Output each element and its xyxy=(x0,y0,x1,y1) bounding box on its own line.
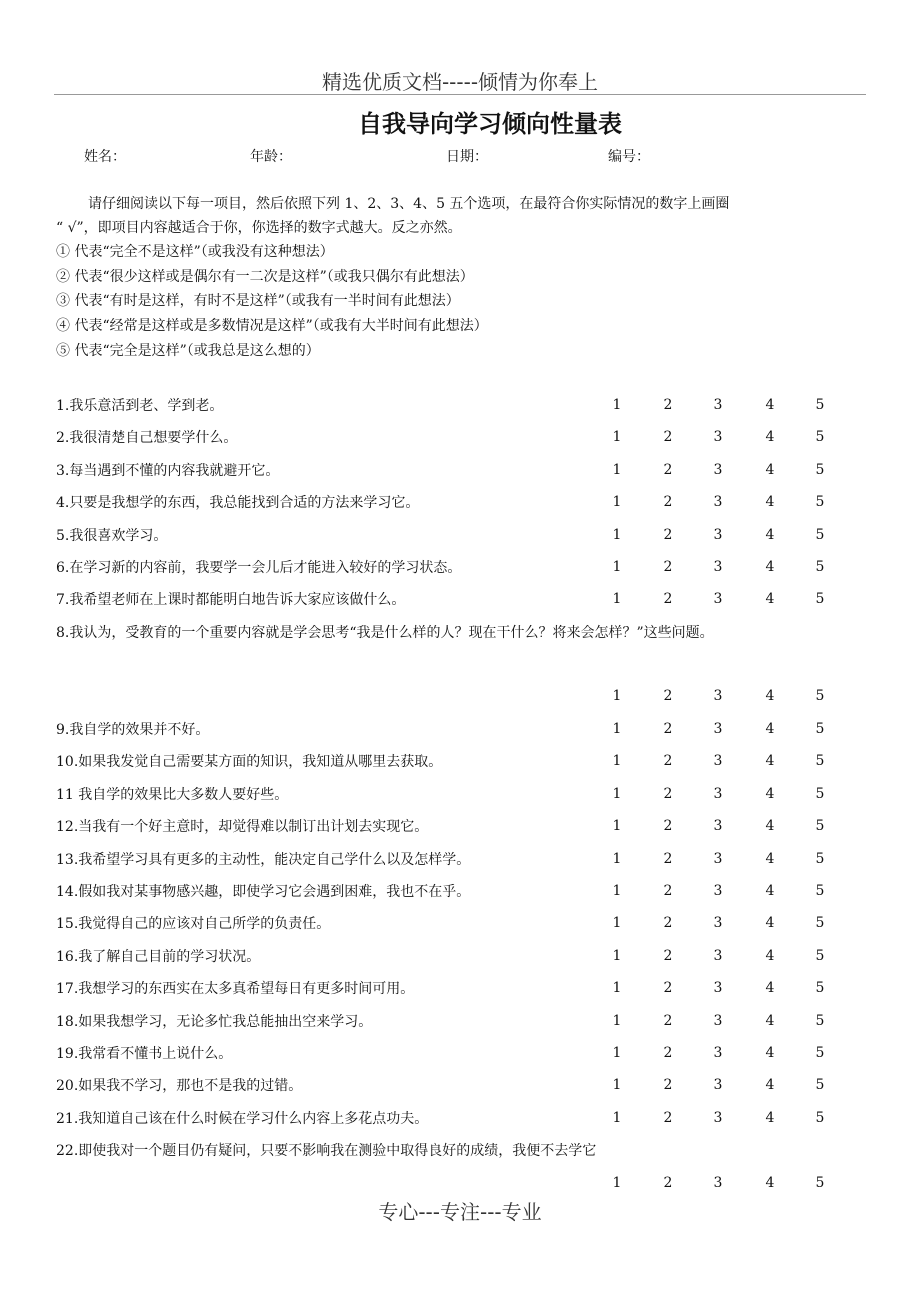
question-text: 1.我乐意活到老、学到老。 xyxy=(56,398,224,414)
rating-option-2[interactable]: 2 xyxy=(663,494,673,511)
rating-option-1[interactable]: 1 xyxy=(612,494,622,511)
rating-option-5[interactable]: 5 xyxy=(815,559,825,575)
rating-option-4[interactable]: 4 xyxy=(765,429,775,446)
question-text: 11 我自学的效果比大多数人要好些。 xyxy=(56,786,289,803)
rating-option-4[interactable]: 4 xyxy=(765,1045,775,1061)
rating-option-2[interactable]: 2 xyxy=(663,591,673,608)
rating-option-2[interactable]: 2 xyxy=(663,688,673,704)
rating-option-5[interactable]: 5 xyxy=(815,980,825,997)
question-item xyxy=(56,1140,876,1164)
rating-option-3[interactable]: 3 xyxy=(713,461,723,478)
question-text: 10.如果我发觉自己需要某方面的知识，我知道从哪里去获取。 xyxy=(56,754,443,771)
question-item xyxy=(56,849,876,873)
rating-option-1[interactable]: 1 xyxy=(612,883,622,899)
rating-option-3[interactable]: 3 xyxy=(713,753,723,770)
rating-option-2[interactable]: 2 xyxy=(663,559,673,575)
rating-option-5[interactable]: 5 xyxy=(815,721,825,737)
rating-option-2[interactable]: 2 xyxy=(663,947,673,964)
rating-option-3[interactable]: 3 xyxy=(713,883,723,899)
rating-option-3[interactable]: 3 xyxy=(713,980,723,997)
option-5: ⑤ 代表“完全是这样”（或我总是这么想的） xyxy=(56,343,320,359)
rating-option-2[interactable]: 2 xyxy=(663,980,673,997)
rating-option-2[interactable]: 2 xyxy=(663,429,673,446)
question-text: 2.我很清楚自己想要学什么。 xyxy=(56,430,238,447)
question-item xyxy=(56,946,876,970)
rating-option-5[interactable]: 5 xyxy=(815,591,825,608)
rating-option-5[interactable]: 5 xyxy=(815,429,825,446)
option-1: ① 代表“完全不是这样”（或我没有这种想法） xyxy=(56,244,334,260)
rating-option-3[interactable]: 3 xyxy=(713,494,723,511)
rating-option-5[interactable]: 5 xyxy=(815,753,825,770)
rating-option-3[interactable]: 3 xyxy=(713,1109,723,1126)
rating-option-5[interactable]: 5 xyxy=(815,1109,825,1126)
rating-option-1[interactable]: 1 xyxy=(612,753,622,770)
rating-option-2[interactable]: 2 xyxy=(663,915,673,932)
question-text: 15.我觉得自己的应该对自己所学的负责任。 xyxy=(56,916,331,933)
instructions-line-1: 请仔细阅读以下每一项目，然后依照下列 1、2、3、4、5 五个选项，在最符合你实际情况的数字上画圈 xyxy=(88,196,730,212)
rating-option-3[interactable]: 3 xyxy=(713,688,723,704)
rating-option-3[interactable]: 3 xyxy=(713,1077,723,1094)
rating-option-2[interactable]: 2 xyxy=(663,1175,673,1191)
rating-option-1[interactable]: 1 xyxy=(612,850,622,867)
rating-option-2[interactable]: 2 xyxy=(663,1012,673,1029)
number-field-label: 编号： xyxy=(608,149,650,165)
rating-option-1[interactable]: 1 xyxy=(612,526,622,543)
question-item xyxy=(56,1075,876,1099)
question-item xyxy=(56,395,876,419)
rating-option-1[interactable]: 1 xyxy=(612,785,622,802)
header-divider xyxy=(54,94,866,95)
question-text: 20.如果我不学习，那也不是我的过错。 xyxy=(56,1078,303,1095)
rating-option-2[interactable]: 2 xyxy=(663,883,673,899)
rating-option-5[interactable]: 5 xyxy=(815,1175,825,1191)
question-text: 12.当我有一个好主意时，却觉得难以制订出计划去实现它。 xyxy=(56,819,429,836)
rating-option-3[interactable]: 3 xyxy=(713,818,723,835)
question-text: 17.我想学习的东西实在太多真希望每日有更多时间可用。 xyxy=(56,981,415,998)
rating-option-1[interactable]: 1 xyxy=(612,1077,622,1094)
rating-option-3[interactable]: 3 xyxy=(713,429,723,446)
rating-option-5[interactable]: 5 xyxy=(815,883,825,899)
rating-option-5[interactable]: 5 xyxy=(815,785,825,802)
rating-option-1[interactable]: 1 xyxy=(612,591,622,608)
question-item xyxy=(56,978,876,1002)
rating-option-1[interactable]: 1 xyxy=(612,429,622,446)
rating-option-2[interactable]: 2 xyxy=(663,1045,673,1061)
rating-option-2[interactable]: 2 xyxy=(663,461,673,478)
question-text: 3.每当遇到不懂的内容我就避开它。 xyxy=(56,462,280,479)
rating-option-1[interactable]: 1 xyxy=(612,721,622,737)
question-text: 8.我认为，受教育的一个重要内容就是学会思考“我是什么样的人？现在干什么？将来会怎样？”这些问题。 xyxy=(56,625,714,641)
rating-option-5[interactable]: 5 xyxy=(815,688,825,704)
question-text: 9.我自学的效果并不好。 xyxy=(56,722,210,738)
rating-option-5[interactable]: 5 xyxy=(815,850,825,867)
rating-option-3[interactable]: 3 xyxy=(713,397,723,413)
rating-option-1[interactable]: 1 xyxy=(612,947,622,964)
rating-option-1[interactable]: 1 xyxy=(612,1109,622,1126)
rating-option-4[interactable]: 4 xyxy=(765,461,775,478)
rating-option-3[interactable]: 3 xyxy=(713,1045,723,1061)
rating-option-4[interactable]: 4 xyxy=(765,721,775,737)
question-text: 5.我很喜欢学习。 xyxy=(56,527,168,544)
rating-option-3[interactable]: 3 xyxy=(713,526,723,543)
rating-option-1[interactable]: 1 xyxy=(612,559,622,575)
question-text: 14.假如我对某事物感兴趣，即使学习它会遇到困难，我也不在乎。 xyxy=(56,884,471,900)
rating-option-1[interactable]: 1 xyxy=(612,461,622,478)
question-item xyxy=(56,460,876,484)
rating-option-4[interactable]: 4 xyxy=(765,688,775,704)
rating-option-4[interactable]: 4 xyxy=(765,785,775,802)
rating-option-5[interactable]: 5 xyxy=(815,915,825,932)
rating-option-4[interactable]: 4 xyxy=(765,818,775,835)
rating-option-5[interactable]: 5 xyxy=(815,818,825,835)
rating-option-3[interactable]: 3 xyxy=(713,1012,723,1029)
rating-option-5[interactable]: 5 xyxy=(815,1077,825,1094)
rating-option-2[interactable]: 2 xyxy=(663,1109,673,1126)
rating-option-4[interactable]: 4 xyxy=(765,526,775,543)
name-field-label: 姓名： xyxy=(84,149,126,165)
option-4: ④ 代表“经常是这样或是多数情况是这样”（或我有大半时间有此想法） xyxy=(56,318,488,334)
rating-option-1[interactable]: 1 xyxy=(612,915,622,932)
question-item xyxy=(56,589,876,613)
question-item xyxy=(56,784,876,808)
instructions-line-2: “ √”，即项目内容越适合于你，你选择的数字式越大。反之亦然。 xyxy=(56,220,462,236)
rating-option-1[interactable]: 1 xyxy=(612,1175,622,1191)
page-title: 自我导向学习倾向性量表 xyxy=(358,110,622,138)
rating-option-5[interactable]: 5 xyxy=(815,494,825,511)
question-item xyxy=(56,427,876,451)
rating-option-5[interactable]: 5 xyxy=(815,947,825,964)
rating-option-1[interactable]: 1 xyxy=(612,1012,622,1029)
question-text: 22.即使我对一个题目仍有疑问，只要不影响我在测验中取得良好的成绩，我便不去学它 xyxy=(56,1143,597,1159)
rating-option-5[interactable]: 5 xyxy=(815,461,825,478)
question-item xyxy=(56,881,876,905)
rating-option-3[interactable]: 3 xyxy=(713,591,723,608)
question-item xyxy=(56,1043,876,1067)
rating-option-4[interactable]: 4 xyxy=(765,980,775,997)
rating-option-2[interactable]: 2 xyxy=(663,818,673,835)
rating-option-5[interactable]: 5 xyxy=(815,397,825,413)
rating-option-4[interactable]: 4 xyxy=(765,753,775,770)
question-text: 16.我了解自己目前的学习状况。 xyxy=(56,948,261,965)
option-3: ③ 代表“有时是这样，有时不是这样”（或我有一半时间有此想法） xyxy=(56,293,460,309)
rating-option-4[interactable]: 4 xyxy=(765,1012,775,1029)
date-field-label: 日期： xyxy=(446,149,488,165)
question-text: 18.如果我想学习，无论多忙我总能抽出空来学习。 xyxy=(56,1013,373,1030)
question-text: 19.我常看不懂书上说什么。 xyxy=(56,1046,233,1062)
rating-option-1[interactable]: 1 xyxy=(612,980,622,997)
question-text: 13.我希望学习具有更多的主动性，能决定自己学什么以及怎样学。 xyxy=(56,851,471,868)
rating-option-3[interactable]: 3 xyxy=(713,947,723,964)
question-item xyxy=(56,1108,876,1132)
question-text: 6.在学习新的内容前，我要学一会儿后才能进入较好的学习状态。 xyxy=(56,560,462,576)
rating-option-2[interactable]: 2 xyxy=(663,526,673,543)
rating-option-3[interactable]: 3 xyxy=(713,850,723,867)
rating-option-4[interactable]: 4 xyxy=(765,559,775,575)
rating-option-4[interactable]: 4 xyxy=(765,494,775,511)
rating-option-4[interactable]: 4 xyxy=(765,397,775,413)
question-item xyxy=(56,492,876,516)
rating-option-3[interactable]: 3 xyxy=(713,785,723,802)
rating-option-2[interactable]: 2 xyxy=(663,397,673,413)
rating-option-4[interactable]: 4 xyxy=(765,850,775,867)
rating-option-5[interactable]: 5 xyxy=(815,1012,825,1029)
rating-option-3[interactable]: 3 xyxy=(713,721,723,737)
question-item xyxy=(56,1011,876,1035)
question-item xyxy=(56,816,876,840)
rating-option-3[interactable]: 3 xyxy=(713,915,723,932)
rating-option-5[interactable]: 5 xyxy=(815,526,825,543)
rating-option-1[interactable]: 1 xyxy=(612,818,622,835)
option-2: ② 代表“很少这样或是偶尔有一二次是这样”（或我只偶尔有此想法） xyxy=(56,269,474,285)
page-footer: 专心---专注---专业 xyxy=(378,1200,542,1224)
rating-option-2[interactable]: 2 xyxy=(663,850,673,867)
rating-option-1[interactable]: 1 xyxy=(612,1045,622,1061)
question-item xyxy=(56,557,876,581)
rating-option-2[interactable]: 2 xyxy=(663,1077,673,1094)
question-item xyxy=(56,751,876,775)
rating-option-3[interactable]: 3 xyxy=(713,1175,723,1191)
page-header: 精选优质文档-----倾情为你奉上 xyxy=(321,70,599,94)
rating-option-5[interactable]: 5 xyxy=(815,1045,825,1061)
rating-option-2[interactable]: 2 xyxy=(663,753,673,770)
rating-option-3[interactable]: 3 xyxy=(713,559,723,575)
question-item xyxy=(56,719,876,743)
rating-option-4[interactable]: 4 xyxy=(765,1175,775,1191)
rating-option-4[interactable]: 4 xyxy=(765,883,775,899)
rating-option-4[interactable]: 4 xyxy=(765,947,775,964)
rating-option-2[interactable]: 2 xyxy=(663,785,673,802)
question-text: 4.只要是我想学的东西，我总能找到合适的方法来学习它。 xyxy=(56,495,420,512)
rating-option-1[interactable]: 1 xyxy=(612,397,622,413)
rating-option-4[interactable]: 4 xyxy=(765,1109,775,1126)
question-item xyxy=(56,913,876,937)
rating-option-2[interactable]: 2 xyxy=(663,721,673,737)
rating-option-4[interactable]: 4 xyxy=(765,1077,775,1094)
rating-option-1[interactable]: 1 xyxy=(612,688,622,704)
question-text: 21.我知道自己该在什么时候在学习什么内容上多花点功夫。 xyxy=(56,1110,429,1127)
question-item xyxy=(56,622,876,646)
question-text: 7.我希望老师在上课时都能明白地告诉大家应该做什么。 xyxy=(56,592,406,609)
question-item xyxy=(56,525,876,549)
rating-option-4[interactable]: 4 xyxy=(765,915,775,932)
rating-option-4[interactable]: 4 xyxy=(765,591,775,608)
age-field-label: 年龄： xyxy=(250,149,292,165)
